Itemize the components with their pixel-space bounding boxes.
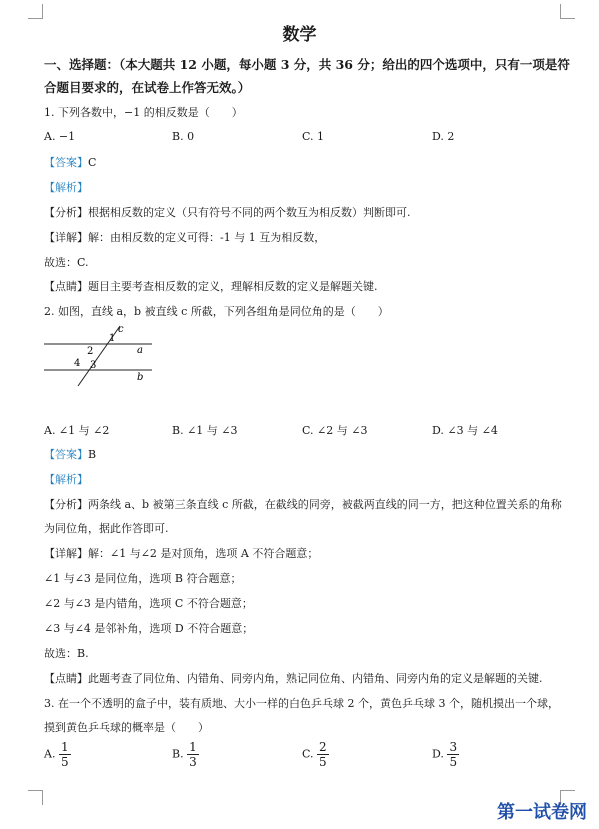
q2-line-b: ∠1 与∠3 是同位角，选项 B 符合题意； — [44, 572, 242, 585]
section-heading-line-1: 一、选择题：（本大题共 12 小题，每小题 3 分，共 36 分；给出的四个选项中，只有一项是符 — [44, 57, 570, 72]
site-watermark: 第一试卷网 — [497, 802, 587, 823]
q1-stem: 1. 下列各数中，−1 的相反数是（ ） — [44, 106, 243, 119]
q2-dianjing-line — [44, 670, 543, 686]
q3-stem-line-2: 摸到黄色乒乓球的概率是（ ） — [44, 721, 209, 734]
q3-option-c — [302, 740, 329, 769]
q1-option-c: C. 1 — [302, 130, 325, 143]
q2-option-b: B. ∠1 与 ∠3 — [172, 424, 238, 437]
q2-fenxi-1: 两条线 a、b 被第三条直线 c 所截，在截线的同旁，被截两直线的同一方，把这种位置关系的角称 — [88, 498, 562, 511]
q2-analysis-tag: 【解析】 — [44, 473, 88, 486]
q2-fenxi-tag: 【分析】 — [44, 498, 88, 511]
q3-option-b-letter: B. — [172, 747, 184, 761]
q1-option-a: A. −1 — [44, 130, 76, 143]
q3-option-b-fraction — [187, 740, 199, 769]
q2-answer-line — [44, 446, 96, 462]
q3-option-d-fraction — [447, 740, 459, 769]
label-b: b — [137, 372, 144, 383]
q3-option-c-fraction — [317, 740, 329, 769]
q1-answer: C — [88, 156, 97, 169]
q2-xiangjie: 解：∠1 与∠2 是对顶角，选项 A 不符合题意； — [88, 547, 319, 560]
q3-option-d — [432, 740, 459, 769]
denominator: 5 — [449, 755, 458, 769]
q2-dianjing-tag: 【点睛】 — [44, 672, 88, 685]
q3-option-d-letter: D. — [432, 747, 444, 761]
q2-option-d: D. ∠3 与 ∠4 — [432, 424, 498, 437]
q1-xiangjie: 解：由相反数的定义可得：-1 与 1 互为相反数， — [88, 231, 326, 244]
q1-option-b: B. 0 — [172, 130, 195, 143]
q2-figure-parallel-lines — [40, 322, 160, 388]
denominator: 5 — [60, 755, 69, 769]
q2-stem: 2. 如图，直线 a，b 被直线 c 所截，下列各组角是同位角的是（ ） — [44, 305, 389, 318]
q2-option-a: A. ∠1 与 ∠2 — [44, 424, 110, 437]
q2-line-d: ∠3 与∠4 是邻补角，选项 D 不符合题意； — [44, 622, 254, 635]
q1-fenxi-line — [44, 204, 411, 220]
denominator: 5 — [319, 755, 327, 769]
page-title: 数学 — [282, 25, 317, 45]
q2-xiangjie-line — [44, 545, 318, 561]
q2-fenxi-line-1 — [44, 496, 562, 512]
q1-dianjing-line — [44, 278, 378, 294]
q2-xiangjie-tag: 【详解】 — [44, 547, 88, 560]
angle-1-label: 1 — [109, 333, 116, 344]
q1-answer-line — [44, 154, 96, 170]
corner-mark-bottom-left — [28, 790, 43, 805]
label-c: c — [118, 324, 124, 335]
q1-fenxi-tag: 【分析】 — [44, 206, 88, 219]
q2-dianjing: 此题考查了同位角、内错角、同旁内角，熟记同位角、内错角、同旁内角的定义是解题的关键. — [88, 672, 543, 685]
q1-analysis-tag: 【解析】 — [44, 181, 88, 194]
numerator: 2 — [319, 740, 327, 754]
numerator: 1 — [189, 740, 197, 754]
q1-answer-tag: 【答案】 — [44, 156, 88, 169]
angle-3-label: 3 — [90, 360, 97, 371]
corner-mark-top-right — [560, 4, 575, 19]
numerator: 3 — [449, 740, 458, 754]
q1-fenxi: 根据相反数的定义（只有符号不同的两个数互为相反数）判断即可. — [88, 206, 411, 219]
q2-conclusion: 故选：B. — [44, 647, 89, 660]
q1-xiangjie-tag: 【详解】 — [44, 231, 88, 244]
label-a: a — [137, 345, 143, 356]
q2-answer-tag: 【答案】 — [44, 448, 88, 461]
q1-conclusion: 故选：C. — [44, 256, 89, 269]
q1-xiangjie-line — [44, 229, 325, 245]
q2-answer: B — [88, 448, 97, 461]
q2-line-c: ∠2 与∠3 是内错角，选项 C 不符合题意； — [44, 597, 253, 610]
denominator: 3 — [189, 755, 197, 769]
q1-dianjing: 题目主要考查相反数的定义，理解相反数的定义是解题关键. — [88, 280, 378, 293]
q3-option-b — [172, 740, 199, 769]
corner-mark-top-left — [28, 4, 43, 19]
q3-option-a — [44, 740, 71, 769]
q3-option-c-letter: C. — [302, 747, 314, 761]
section-heading-line-2: 合题目要求的，在试卷上作答无效。） — [44, 80, 251, 95]
angle-2-label: 2 — [87, 346, 94, 357]
q1-dianjing-tag: 【点睛】 — [44, 280, 88, 293]
numerator: 1 — [60, 740, 69, 754]
q2-option-c: C. ∠2 与 ∠3 — [302, 424, 368, 437]
q3-option-a-letter: A. — [44, 747, 56, 761]
q1-option-d: D. 2 — [432, 130, 455, 143]
angle-4-label: 4 — [74, 358, 81, 369]
q3-stem-line-1: 3. 在一个不透明的盒子中，装有质地、大小一样的白色乒乓球 2 个，黄色乒乓球 3 个，随机摸出一个球， — [44, 697, 559, 710]
q2-fenxi-line-2: 为同位角，据此作答即可. — [44, 522, 169, 535]
q3-option-a-fraction — [59, 740, 71, 769]
